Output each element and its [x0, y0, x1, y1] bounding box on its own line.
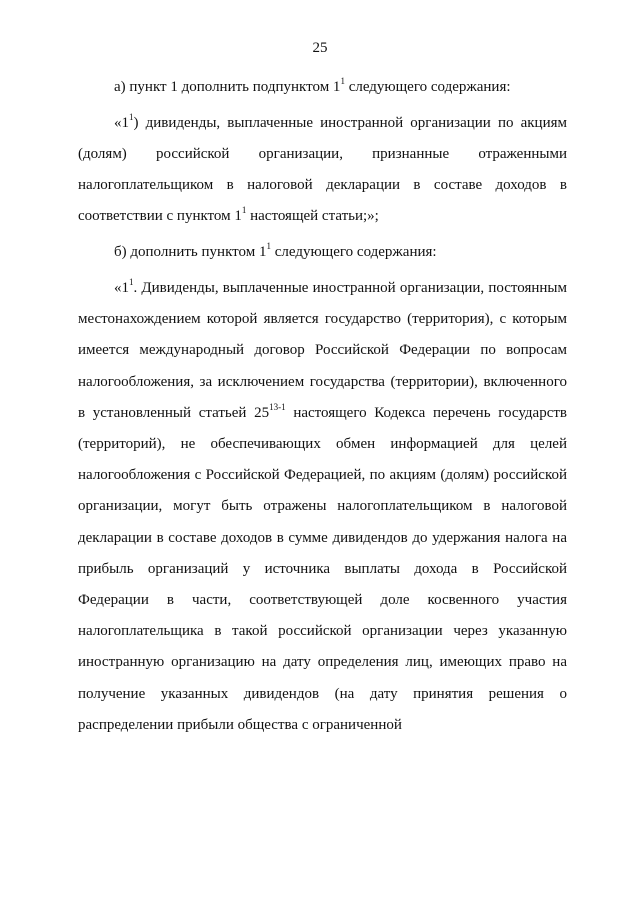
text-segment: настоящей статьи;»; [246, 208, 379, 225]
text-segment: настоящего Кодекса перечень государств (территорий), не обеспечивающих обмен информацией для целей налогообложения с Российской Федерацией, по акциям (долям) российской организации, могут быть отражены налогоплательщиком в налоговой декларации в составе доходов в сумме дивидендов до удержания налога на прибыль организаций у источника выплаты дохода в Российской Федерации в части, соответствующей доле косвенного участия налогоплательщика в такой российской организации через указанную иностранную организацию на дату определения лиц, имеющих право на получение указанных дивидендов (на дату принятия решения о распределении прибыли общества с ограниченной [78, 404, 567, 733]
text-segment: следующего содержания: [270, 244, 437, 261]
body-text [78, 72, 567, 746]
text-segment: а) пункт 1 дополнить подпунктом 1 [114, 79, 341, 95]
superscript: 1 [340, 76, 345, 86]
text-segment: «1 [114, 280, 129, 296]
superscript: 1 [129, 111, 134, 122]
text-segment: б) дополнить пунктом 1 [114, 244, 267, 261]
text-segment: следующего содержания: [344, 79, 511, 95]
superscript: 1 [266, 241, 271, 252]
superscript: 1 [241, 205, 247, 216]
paragraph-a-quote [78, 108, 567, 233]
text-segment: ) дивиденды, выплаченные иностранной организации по акциям (долям) российской организации, признанные отраженными налогоплательщиком в налоговой декларации в составе доходов в соответствии с пунктом 1 [78, 114, 567, 225]
superscript: 13-1 [269, 401, 286, 412]
text-segment: «1 [114, 114, 129, 131]
superscript: 1 [129, 277, 134, 287]
paragraph-a [78, 72, 567, 103]
paragraph-b [78, 237, 567, 268]
page-number: 25 [312, 40, 328, 56]
text-segment: . Дивиденды, выплаченные иностранной организации, постоянным местонахождением которой является государство (территория), с которым имеется международный договор Российской Федерации по вопросам налогообложения, за исключением государства (территории), включенного в установленный статьей 25 [78, 280, 567, 421]
paragraph-b-quote [78, 273, 567, 741]
